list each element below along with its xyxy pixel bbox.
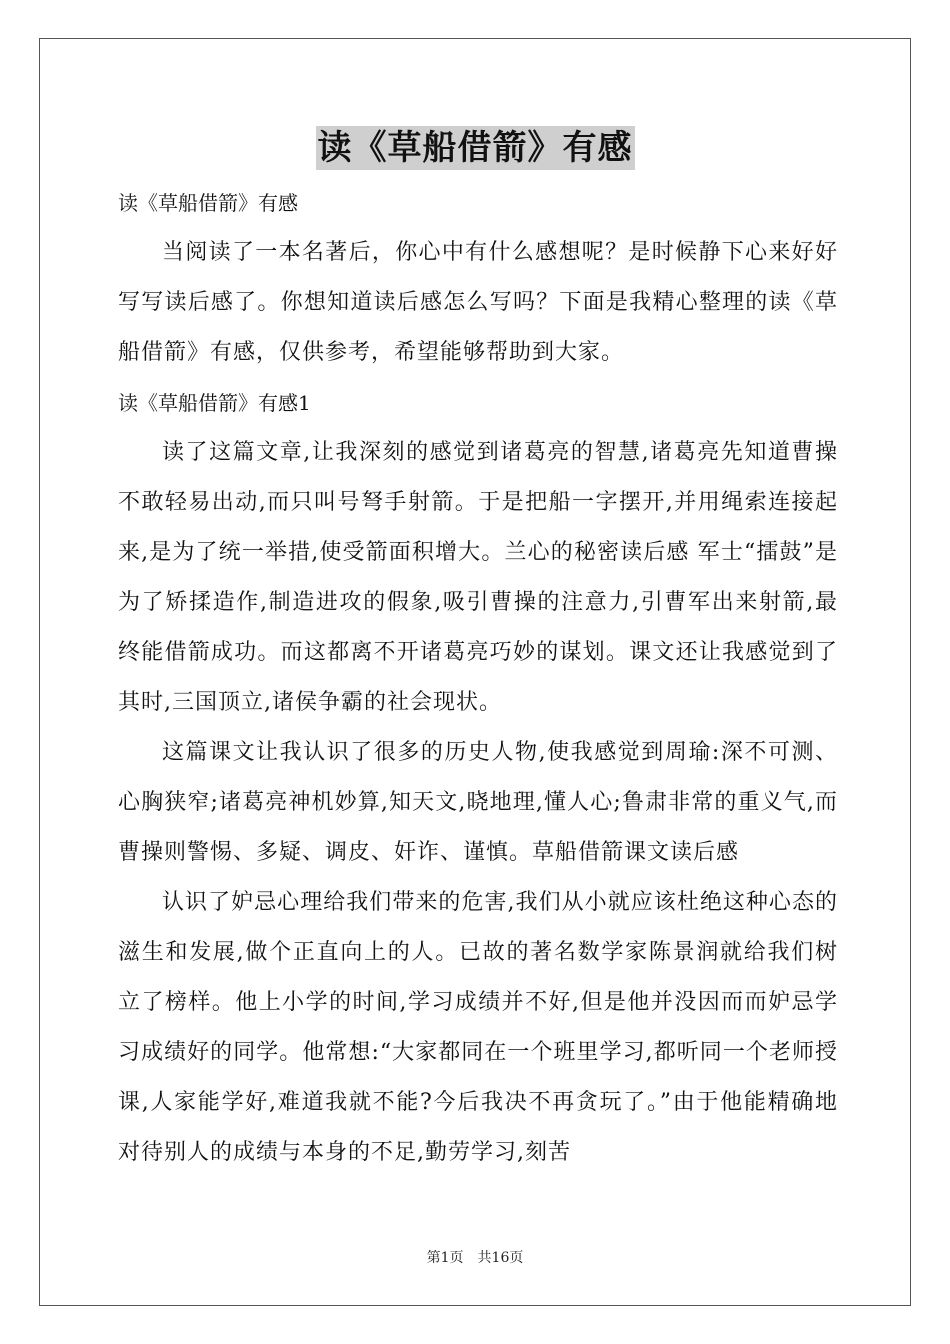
body-paragraph: 这篇课文让我认识了很多的历史人物,使我感觉到周瑜:深不可测、心胸狭窄;诸葛亮神机妙算,知天文,晓地理,懂人心;鲁肃非常的重义气,而曹操则警惕、多疑、调皮、奸诈、谨慎。草船借箭课文读后感: [118, 740, 838, 865]
intro-heading: 读《草船借箭》有感: [118, 191, 298, 215]
body-paragraph: 读了这篇文章,让我深刻的感觉到诸葛亮的智慧,诸葛亮先知道曹操不敢轻易出动,而只叫号弩手射箭。于是把船一字摆开,并用绳索连接起来,是为了统一举措,使受箭面积增大。兰心的秘密读后感 军士“擂鼓”是为了矫揉造作,制造进攻的假象,吸引曹操的注意力,引曹军出来射箭,最终能借箭成功。而这都离不开诸葛亮巧妙的谋划。课文还让我感觉到了其时,三国顶立,诸侯争霸的社会现状。: [118, 440, 838, 715]
body-paragraph: 认识了妒忌心理给我们带来的危害,我们从小就应该杜绝这种心态的滋生和发展,做个正直向上的人。已故的著名数学家陈景润就给我们树立了榜样。他上小学的时间,学习成绩并不好,但是他并没因而而妒忌学习成绩好的同学。他常想:“大家都同在一个班里学习,都听同一个老师授课,人家能学好,难道我就不能?今后我决不再贪玩了。”由于他能精确地对待别人的成绩与本身的不足,勤劳学习,刻苦: [118, 890, 838, 1165]
document-title-text: 读《草船借箭》有感: [317, 128, 633, 168]
intro-paragraph: 当阅读了一本名著后，你心中有什么感想呢？是时候静下心来好好写写读后感了。你想知道读后感怎么写吗？下面是我精心整理的读《草船借箭》有感，仅供参考，希望能够帮助到大家。: [118, 240, 838, 365]
section-heading: 读《草船借箭》有感1: [118, 391, 311, 415]
document-title: [0, 126, 950, 170]
document-body: [118, 178, 838, 1178]
page-number-footer: 第1页 共16页: [426, 1250, 524, 1266]
